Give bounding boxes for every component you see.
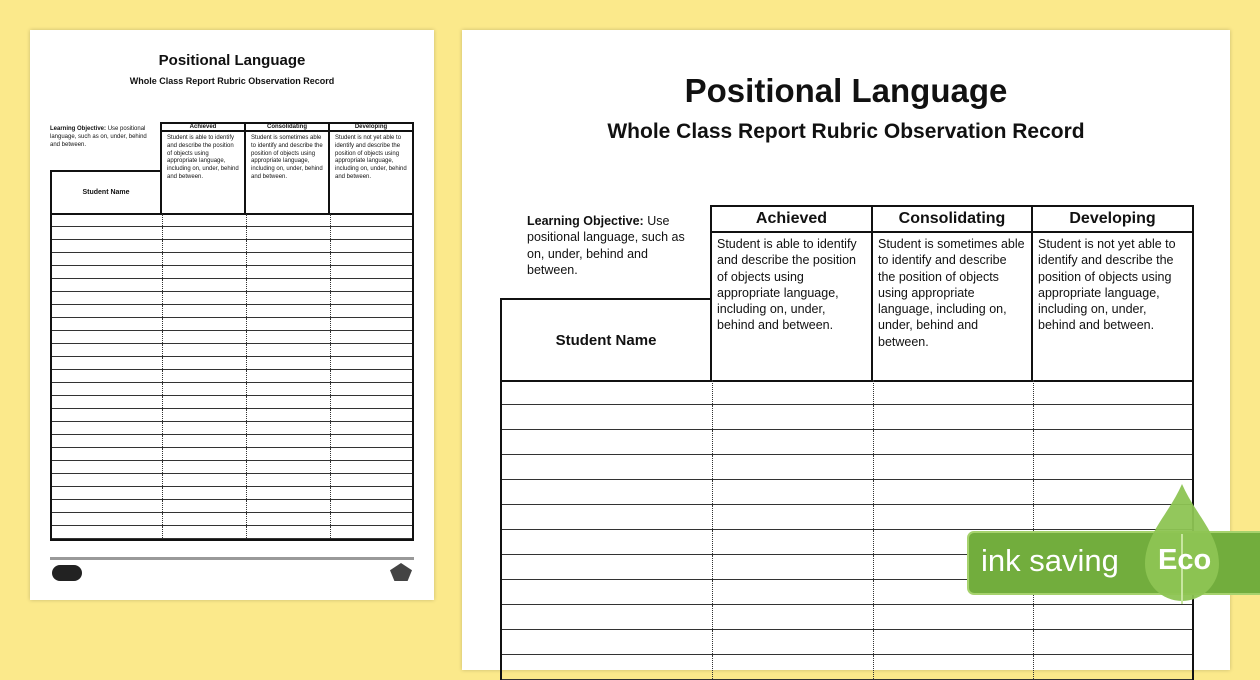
column-divider <box>162 500 163 512</box>
table-row[interactable] <box>502 605 1192 630</box>
column-divider <box>330 422 331 434</box>
column-divider <box>330 292 331 304</box>
column-divider <box>330 435 331 447</box>
table-row[interactable] <box>502 655 1192 680</box>
column-divider <box>330 227 331 239</box>
column-divider <box>873 655 874 679</box>
table-row[interactable] <box>52 513 412 526</box>
column-divider <box>330 318 331 330</box>
column-divider <box>873 455 874 479</box>
column-divider <box>162 331 163 343</box>
column-divider <box>873 530 874 554</box>
column-divider <box>330 487 331 499</box>
column-divider <box>246 279 247 291</box>
column-divider <box>162 253 163 265</box>
column-developing: Developing Student is not yet able to identify and describe the position of objects using appropriate language, including on, under, behind and between. <box>1031 205 1194 382</box>
column-divider <box>162 305 163 317</box>
column-divider <box>873 405 874 429</box>
column-divider <box>330 474 331 486</box>
column-divider <box>246 487 247 499</box>
column-divider <box>712 655 713 679</box>
column-divider <box>246 422 247 434</box>
column-developing: Developing Student is not yet able to identify and describe the position of objects using appropriate language, including on, under, behind and between. <box>328 122 414 215</box>
column-divider <box>330 253 331 265</box>
column-divider <box>162 435 163 447</box>
column-divider <box>162 357 163 369</box>
column-divider <box>246 526 247 538</box>
table-row[interactable] <box>502 405 1192 430</box>
brand-logo <box>52 565 82 581</box>
column-achieved: Achieved Student is able to identify and describe the position of objects using appropriate language, including on, under, behind and between. <box>160 122 246 215</box>
column-divider <box>246 383 247 395</box>
column-divider <box>246 331 247 343</box>
column-divider <box>330 305 331 317</box>
column-divider <box>712 605 713 629</box>
table-row[interactable] <box>52 409 412 422</box>
column-divider <box>1033 455 1034 479</box>
page-title: Positional Language <box>684 72 1008 109</box>
column-divider <box>1033 430 1034 454</box>
column-divider <box>330 409 331 421</box>
column-divider <box>162 461 163 473</box>
page-subtitle: Whole Class Report Rubric Observation Record <box>607 120 1085 143</box>
table-row[interactable] <box>52 318 412 331</box>
column-divider <box>246 266 247 278</box>
column-divider <box>246 513 247 525</box>
column-divider <box>712 580 713 604</box>
footer-divider <box>50 557 414 560</box>
column-divider <box>330 370 331 382</box>
column-divider <box>246 500 247 512</box>
table-row[interactable] <box>52 487 412 500</box>
column-divider <box>712 430 713 454</box>
table-row[interactable] <box>502 430 1192 455</box>
column-divider <box>330 448 331 460</box>
column-divider <box>1033 380 1034 404</box>
table-row[interactable] <box>52 474 412 487</box>
column-divider <box>162 214 163 226</box>
column-divider <box>712 630 713 654</box>
worksheet-thumbnail <box>30 30 434 600</box>
column-divider <box>162 513 163 525</box>
column-divider <box>712 380 713 404</box>
column-divider <box>246 227 247 239</box>
column-divider <box>712 455 713 479</box>
column-divider <box>162 279 163 291</box>
column-divider <box>873 580 874 604</box>
column-divider <box>712 530 713 554</box>
column-divider <box>873 430 874 454</box>
page-subtitle: Whole Class Report Rubric Observation Record <box>129 76 335 86</box>
table-row[interactable] <box>52 422 412 435</box>
column-divider <box>246 305 247 317</box>
student-rows <box>500 380 1194 680</box>
column-divider <box>162 318 163 330</box>
student-name-header: Student Name <box>500 298 712 382</box>
column-divider <box>330 240 331 252</box>
table-row[interactable] <box>52 500 412 513</box>
table-row[interactable] <box>52 240 412 253</box>
table-row[interactable] <box>52 370 412 383</box>
column-divider <box>873 555 874 579</box>
table-row[interactable] <box>52 526 412 539</box>
column-divider <box>162 409 163 421</box>
column-divider <box>712 505 713 529</box>
column-divider <box>246 357 247 369</box>
table-row[interactable] <box>52 227 412 240</box>
table-row[interactable] <box>52 344 412 357</box>
learning-objective: Learning Objective: Use positional language, such as on, under, behind and between. <box>527 214 685 277</box>
table-row[interactable] <box>502 630 1192 655</box>
column-divider <box>162 266 163 278</box>
column-consolidating: Consolidating Student is sometimes able to identify and describe the position of objects using appropriate language, including on, under, behind and between. <box>871 205 1033 382</box>
column-divider <box>330 513 331 525</box>
table-row[interactable] <box>52 396 412 409</box>
column-achieved: Achieved Student is able to identify and describe the position of objects using appropriate language, including on, under, behind and between. <box>710 205 873 382</box>
column-divider <box>330 461 331 473</box>
column-divider <box>246 435 247 447</box>
table-row[interactable] <box>52 214 412 227</box>
column-divider <box>162 383 163 395</box>
column-divider <box>712 480 713 504</box>
column-divider <box>162 370 163 382</box>
column-divider <box>246 292 247 304</box>
column-divider <box>162 474 163 486</box>
eco-label: Eco <box>1158 544 1212 576</box>
column-divider <box>1033 605 1034 629</box>
table-row[interactable] <box>502 380 1192 405</box>
table-row[interactable] <box>52 435 412 448</box>
column-divider <box>330 279 331 291</box>
column-consolidating: Consolidating Student is sometimes able to identify and describe the position of objects using appropriate language, including on, under, behind and between. <box>244 122 330 215</box>
table-row[interactable] <box>52 279 412 292</box>
column-divider <box>712 405 713 429</box>
column-divider <box>330 331 331 343</box>
column-divider <box>246 253 247 265</box>
column-divider <box>330 500 331 512</box>
column-divider <box>246 344 247 356</box>
column-divider <box>246 240 247 252</box>
table-row[interactable] <box>502 455 1192 480</box>
column-divider <box>873 605 874 629</box>
column-divider <box>246 474 247 486</box>
column-divider <box>246 461 247 473</box>
column-divider <box>162 292 163 304</box>
column-divider <box>873 505 874 529</box>
leaf-logo <box>390 563 412 581</box>
column-divider <box>330 383 331 395</box>
column-divider <box>330 344 331 356</box>
column-divider <box>162 344 163 356</box>
column-divider <box>162 396 163 408</box>
column-divider <box>162 240 163 252</box>
table-row[interactable] <box>52 292 412 305</box>
table-row[interactable] <box>52 331 412 344</box>
student-name-header: Student Name <box>50 170 162 215</box>
column-divider <box>246 396 247 408</box>
table-row[interactable] <box>52 383 412 396</box>
column-divider <box>1033 655 1034 679</box>
column-divider <box>330 266 331 278</box>
column-divider <box>1033 630 1034 654</box>
column-divider <box>162 487 163 499</box>
table-row[interactable] <box>502 505 1192 530</box>
column-divider <box>1033 505 1034 529</box>
student-rows <box>50 214 414 541</box>
column-divider <box>246 409 247 421</box>
column-divider <box>246 214 247 226</box>
learning-objective: Learning Objective: Use positional language, such as on, under, behind and between. <box>50 126 147 148</box>
table-row[interactable] <box>52 448 412 461</box>
column-divider <box>330 396 331 408</box>
column-divider <box>330 357 331 369</box>
column-divider <box>873 480 874 504</box>
column-divider <box>246 318 247 330</box>
table-row[interactable] <box>52 266 412 279</box>
column-divider <box>1033 405 1034 429</box>
column-divider <box>246 370 247 382</box>
column-divider <box>162 422 163 434</box>
table-row[interactable] <box>52 461 412 474</box>
column-divider <box>1033 480 1034 504</box>
column-divider <box>162 448 163 460</box>
column-divider <box>330 526 331 538</box>
column-divider <box>330 214 331 226</box>
table-row[interactable] <box>52 253 412 266</box>
column-divider <box>873 630 874 654</box>
table-row[interactable] <box>52 305 412 318</box>
column-divider <box>246 448 247 460</box>
table-row[interactable] <box>502 480 1192 505</box>
page-title: Positional Language <box>158 52 306 69</box>
column-divider <box>162 227 163 239</box>
column-divider <box>162 526 163 538</box>
badge-text: ink saving <box>981 543 1119 578</box>
column-divider <box>873 380 874 404</box>
table-row[interactable] <box>52 357 412 370</box>
column-divider <box>712 555 713 579</box>
